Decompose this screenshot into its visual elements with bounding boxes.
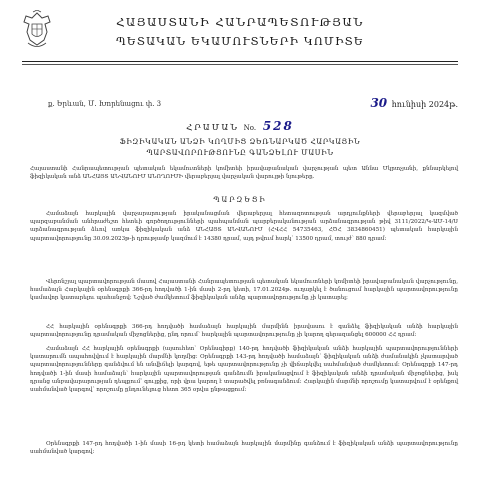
intro-paragraph: Հայաստանի Հանրապետության պետական եկամուտների կոմիտեի իրավաբանական վարչության պետ Աննա Մկրտչյանի, քննարկելով ֆիզիկական անձ ԱՆՀԱՅՏ ԱՆՎԱՆՈՒՄ ԱՆՈՂՈՒՄԻ վերաբերյալ վարչական վարույթի նյութերը. <box>30 166 458 181</box>
header-rule <box>22 61 458 62</box>
body-paragraph-2: Վերոնշյալ պարտավորության մասով Հայաստանի Հանրապետության պետական եկամուտների կոմիտեի իրավաբանական վարչությունը, համաձայն Հարկային օրենսգրքի 366-րդ հոդվածի 1-ին մասի 2-րդ կետի, 17.01.2024թ. ուղարկել է ծանուցում հարկային պարտավորությունը կամավոր կատարելու պահանջով։ Նշված ժամկետում ֆիզիկական անձը պարտավորությունը չի կատարել։ <box>30 279 458 302</box>
section-heading: ՊԱՐԶԵՑԻ <box>213 196 267 204</box>
order-subtitle-line-1: ՖԻԶԻԿԱԿԱՆ ԱՆՁԻ ԿՈՂՄԻՑ ՁԵՌՆԱՐԿԱԾ ՀԱՐԿԱՅԻՆ <box>119 137 361 146</box>
date-day: 30 <box>370 96 388 110</box>
letterhead-line-1: ՀԱՅԱՍՏԱՆԻ ՀԱՆՐԱՊԵՏՈՒԹՅԱՆ <box>116 15 364 29</box>
order-subtitle-line-2: ՊԱՐՏԱՎՈՐՈՒԹՅՈՒՆԸ ԳԱՆՁԵԼՈՒ ՄԱՍԻՆ <box>146 148 334 157</box>
place-line: ք. Երևան, Մ. Խորենացու փ. 3 <box>48 100 162 108</box>
order-title: ՀՐԱՄԱՆ <box>186 123 239 133</box>
letterhead <box>0 12 480 52</box>
order-title-line <box>0 119 480 133</box>
order-number: 528 <box>262 119 294 133</box>
date-rest: հունիսի 2024թ. <box>391 100 458 109</box>
order-subtitle <box>0 136 480 158</box>
order-heading <box>0 119 480 158</box>
body-paragraph-5: Օրենսգրքի 147-րդ հոդվածի 1-ին մասի 16-րդ կետի համաձայն հարկային մարմինը գանձում է ֆիզիկական անձի պարտավորությունը սահմանված կարգով։ <box>30 441 458 456</box>
header-rule-thin <box>22 64 458 65</box>
letterhead-line-2: ՊԵՏԱԿԱՆ ԵԿԱՄՈՒՏՆԵՐԻ ԿՈՄԻՏԵ <box>116 35 364 48</box>
body-paragraph-1: Համաձայն հարկային վարչարարության իրականացման վերաբերյալ հետազոտության արդյունքների վերաբերյալ կազմված պարզաբանման անհրաժեշտ հետևի գործողությունների պահպանման պարբերականության արձանագրության թիվ 3111/2022/Կ-ԱՄ-14/Ս արձանագրության ձևով առկա ֆիզիկական անձ ԱՆՀԱՅՏ ԱՆՎԱՆՈՒՄ (ՀՎՀՀ 54735463, ՀԾՀ 3834860451) պետական հարկային պարտավորությունը 30.09.2023թ-ի դրությամբ կազմում է 14380 դրամ, այդ թվում հարկ՝ 13500 դրամ, տույժ՝ 880 դրամ։ <box>30 211 458 242</box>
body-paragraph-4: Համաձայն ՀՀ հարկային օրենսգրքի (այսուհետ՝ Օրենսգիրք) 140-րդ հոդվածի ֆիզիկական անձի հարկային պարտավորությունների կատարումն ապահովվում է հարկային մարմնի կողմից։ Օրենսգրքի 143-րդ հոդվածի համաձայն՝ ֆիզիկական անձի ժամանակին չկատարված պարտավորությունները գանձվում են անվիճելի կարգով, եթե պարտավորությունը չի վիճարկվել սահմանված ժամկետում։ Օրենսգրքի 147-րդ հոդվածի 1-ին մասի համաձայն՝ հարկային պարտավորության գանձումն իրականացվում է ֆիզիկական անձի դրամական միջոցներից, իսկ դրանց անբավարարության դեպքում՝ գույքից, որի վրա կարող է տարածվել բռնագանձում։ Հարկային մարմնի որոշումը կատարվում է օրենքով սահմանված կարգով՝ որոշումը ընդունելուց հետո 365 օրվա ընթացքում։ <box>30 346 458 394</box>
body-paragraph-3: ՀՀ հարկային օրենսգրքի 366-րդ հոդվածի համաձայն հարկային մարմինն իրավասու է գանձել ֆիզիկական անձի հարկային պարտավորությունը դրամական միջոցներից, ընդ որում՝ հարկային պարտավորությունը չի կարող գերազանցել 600000 ՀՀ դրամ։ <box>30 324 458 339</box>
document-date <box>370 96 458 110</box>
order-number-prefix: No. <box>243 124 257 132</box>
